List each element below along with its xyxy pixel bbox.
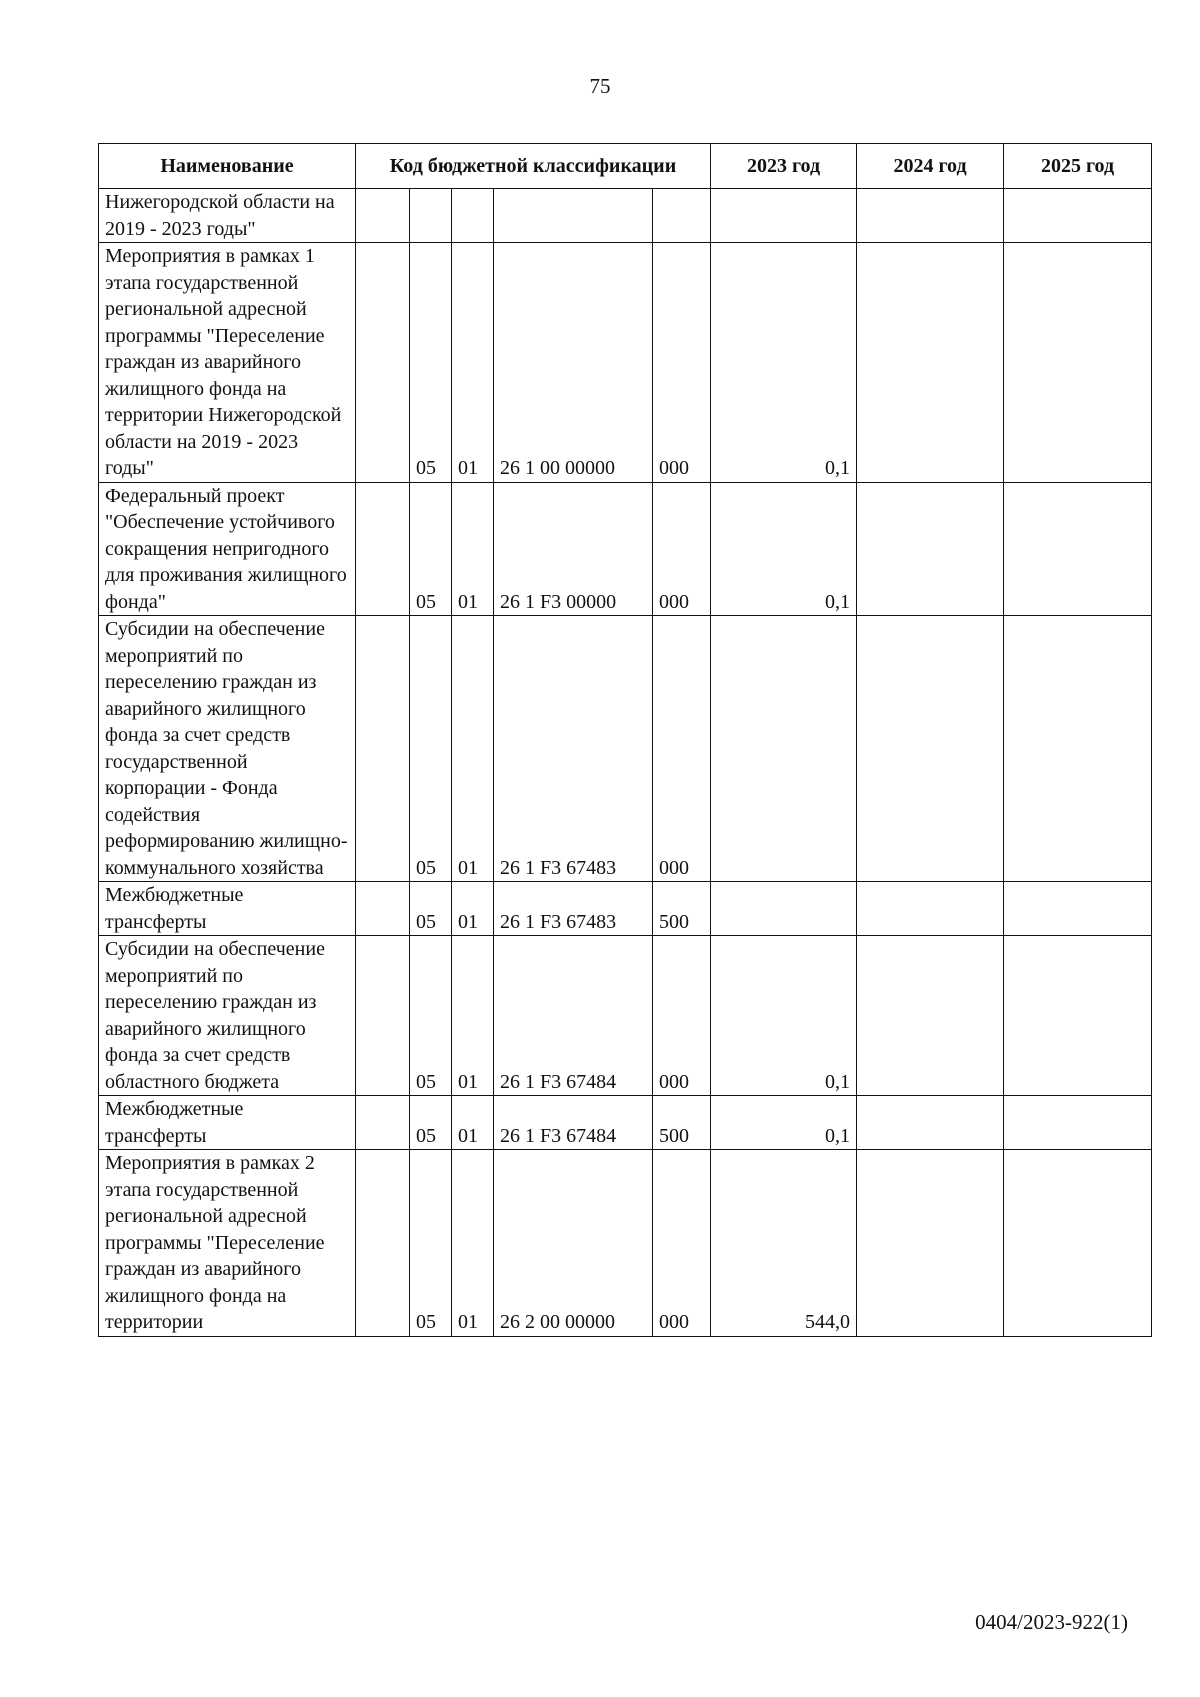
cell-section: 05 — [410, 882, 452, 936]
cell-2024 — [857, 243, 1004, 483]
cell-2024 — [857, 882, 1004, 936]
cell-expense-type: 500 — [653, 1096, 711, 1150]
cell-2023: 0,1 — [711, 936, 857, 1096]
header-2023: 2023 год — [711, 144, 857, 189]
table-header-row — [99, 144, 1152, 189]
cell-expense-type: 000 — [653, 482, 711, 616]
cell-target-article: 26 1 F3 67484 — [494, 936, 653, 1096]
cell-name: Субсидии на обеспечение мероприятий по переселению граждан из аварийного жилищного фонда за счет средств государственной корпорации - Фонда содействия реформированию жилищно-коммунального хозяйства — [99, 616, 356, 882]
cell-subsection: 01 — [452, 882, 494, 936]
cell-blank — [356, 189, 410, 243]
header-code: Код бюджетной классификации — [356, 144, 711, 189]
cell-2023: 0,1 — [711, 243, 857, 483]
cell-blank — [356, 616, 410, 882]
table-row — [99, 243, 1152, 483]
cell-2023: 0,1 — [711, 482, 857, 616]
cell-name: Нижегородской области на 2019 - 2023 годы" — [99, 189, 356, 243]
table-row — [99, 936, 1152, 1096]
cell-expense-type: 500 — [653, 882, 711, 936]
cell-expense-type: 000 — [653, 936, 711, 1096]
cell-target-article: 26 1 F3 67484 — [494, 1096, 653, 1150]
cell-target-article — [494, 189, 653, 243]
cell-expense-type — [653, 189, 711, 243]
cell-blank — [356, 1150, 410, 1337]
cell-section: 05 — [410, 1096, 452, 1150]
cell-2023 — [711, 189, 857, 243]
table-row — [99, 1096, 1152, 1150]
cell-2025 — [1004, 616, 1152, 882]
cell-subsection: 01 — [452, 936, 494, 1096]
cell-expense-type: 000 — [653, 1150, 711, 1337]
cell-subsection: 01 — [452, 243, 494, 483]
cell-2023 — [711, 882, 857, 936]
table-row — [99, 1150, 1152, 1337]
cell-name: Субсидии на обеспечение мероприятий по переселению граждан из аварийного жилищного фонда за счет средств областного бюджета — [99, 936, 356, 1096]
cell-blank — [356, 1096, 410, 1150]
cell-target-article: 26 1 F3 67483 — [494, 616, 653, 882]
cell-blank — [356, 243, 410, 483]
cell-subsection: 01 — [452, 1150, 494, 1337]
cell-2025 — [1004, 482, 1152, 616]
cell-blank — [356, 882, 410, 936]
cell-target-article: 26 2 00 00000 — [494, 1150, 653, 1337]
cell-2024 — [857, 936, 1004, 1096]
document-id: 0404/2023-922(1) — [975, 1610, 1128, 1634]
cell-expense-type: 000 — [653, 616, 711, 882]
table-row — [99, 482, 1152, 616]
table-row — [99, 189, 1152, 243]
cell-subsection: 01 — [452, 616, 494, 882]
table-row — [99, 616, 1152, 882]
cell-2024 — [857, 189, 1004, 243]
cell-2024 — [857, 616, 1004, 882]
cell-blank — [356, 482, 410, 616]
cell-expense-type: 000 — [653, 243, 711, 483]
cell-section: 05 — [410, 243, 452, 483]
cell-name: Мероприятия в рамках 1 этапа государственной региональной адресной программы "Переселение граждан из аварийного жилищного фонда на территории Нижегородской области на 2019 - 2023 годы" — [99, 243, 356, 483]
cell-2023: 544,0 — [711, 1150, 857, 1337]
cell-2024 — [857, 1150, 1004, 1337]
cell-2025 — [1004, 189, 1152, 243]
cell-subsection: 01 — [452, 482, 494, 616]
cell-2025 — [1004, 1150, 1152, 1337]
header-2025: 2025 год — [1004, 144, 1152, 189]
cell-2023 — [711, 616, 857, 882]
table-row — [99, 882, 1152, 936]
cell-2025 — [1004, 882, 1152, 936]
cell-name: Межбюджетные трансферты — [99, 882, 356, 936]
cell-name: Мероприятия в рамках 2 этапа государственной региональной адресной программы "Переселение граждан из аварийного жилищного фонда на территории — [99, 1150, 356, 1337]
page-number: 75 — [589, 74, 611, 98]
header-2024: 2024 год — [857, 144, 1004, 189]
cell-target-article: 26 1 F3 00000 — [494, 482, 653, 616]
cell-name: Федеральный проект "Обеспечение устойчивого сокращения непригодного для проживания жилищного фонда" — [99, 482, 356, 616]
cell-2023: 0,1 — [711, 1096, 857, 1150]
cell-section: 05 — [410, 482, 452, 616]
cell-blank — [356, 936, 410, 1096]
cell-section — [410, 189, 452, 243]
cell-2025 — [1004, 243, 1152, 483]
cell-2024 — [857, 482, 1004, 616]
cell-subsection — [452, 189, 494, 243]
cell-section: 05 — [410, 936, 452, 1096]
cell-name: Межбюджетные трансферты — [99, 1096, 356, 1150]
cell-section: 05 — [410, 616, 452, 882]
header-name: Наименование — [99, 144, 356, 189]
cell-2024 — [857, 1096, 1004, 1150]
cell-section: 05 — [410, 1150, 452, 1337]
cell-subsection: 01 — [452, 1096, 494, 1150]
cell-2025 — [1004, 936, 1152, 1096]
budget-table — [98, 143, 1152, 1337]
cell-target-article: 26 1 00 00000 — [494, 243, 653, 483]
cell-target-article: 26 1 F3 67483 — [494, 882, 653, 936]
cell-2025 — [1004, 1096, 1152, 1150]
